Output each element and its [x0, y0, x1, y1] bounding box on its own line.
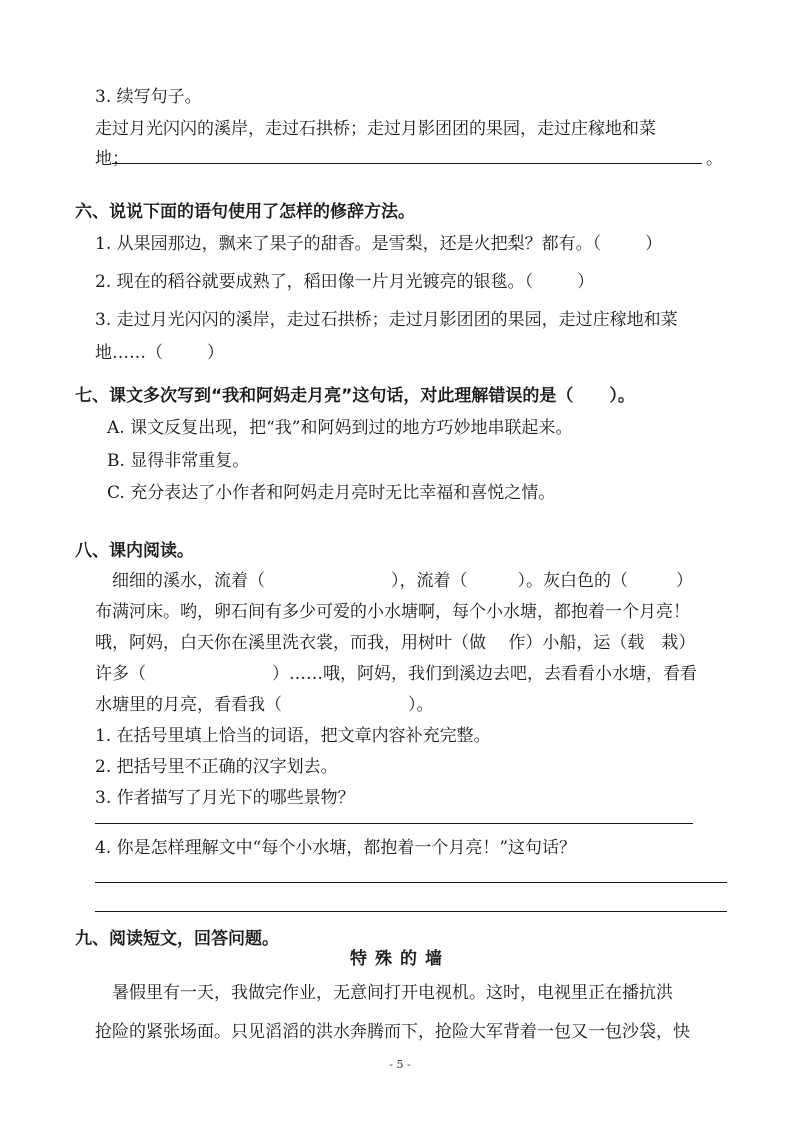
- sec6-question-3-line2: [95, 342, 224, 364]
- passage-text: ）: [676, 571, 693, 591]
- sec5-q3-label: 3. 续写句子。: [95, 87, 202, 107]
- answer-line[interactable]: [95, 911, 727, 912]
- passage-text: 水塘里的月亮，看看我（: [95, 695, 282, 715]
- close-paren: ）。: [609, 386, 635, 406]
- sec8-question-1: 1. 在括号里填上恰当的词语，把文章内容补充完整。: [95, 726, 491, 746]
- sec7-option-a: A. 课文反复出现，把“我”和阿妈到过的地方巧妙地串联起来。: [107, 418, 573, 438]
- story-line2: 抢险的紧张场面。只见滔滔的洪水奔腾而下，抢险大军背着一包又一包沙袋，快: [95, 1022, 690, 1042]
- sec5-q3-text-line2-start: 地；: [95, 149, 129, 169]
- passage-text: ）。灰白色的（: [517, 571, 628, 591]
- passage-text: 许多（: [95, 664, 146, 684]
- close-paren: ）: [207, 343, 224, 363]
- story-line1: 暑假里有一天，我做完作业，无意间打开电视机。这时，电视里正在播抗洪: [112, 983, 673, 1003]
- sec6-question-2: [95, 271, 594, 293]
- sec6-q3-line1: 3. 走过月光闪闪的溪岸，走过石拱桥；走过月影团团的果园，走过庄稼地和菜: [95, 310, 678, 330]
- sec8-passage-line3: 哦，阿妈，白天你在溪里洗衣裳，而我，用树叶（做 作）小船，运（载 栽）: [95, 633, 696, 653]
- sec8-passage-line5: [95, 694, 434, 716]
- passage-text: ），流着（: [391, 571, 468, 591]
- sec8-question-2: 2. 把括号里不正确的汉字划去。: [95, 757, 338, 777]
- sec8-heading: 八、课内阅读。: [75, 541, 194, 561]
- sec8-question-4: 4. 你是怎样理解文中“每个小水塘，都抱着一个月亮！”这句话？: [95, 838, 577, 858]
- story-title: 特殊的墙: [350, 949, 450, 969]
- page-number: - 5 -: [389, 1058, 411, 1071]
- close-paren: ）: [645, 234, 663, 254]
- answer-line[interactable]: [112, 163, 702, 164]
- sec6-heading: 六、说说下面的语句使用了怎样的修辞方法。: [75, 202, 415, 222]
- passage-text: ）……哦，阿妈，我们到溪边去吧，去看看小水塘，看看: [272, 664, 697, 684]
- passage-text: ）。: [408, 695, 434, 715]
- sec6-question-1: [95, 233, 662, 255]
- sec6-q2-text: 2. 现在的稻谷就要成熟了，稻田像一片月光镀亮的银毯。（: [95, 272, 534, 292]
- sec8-passage-line4: [95, 663, 697, 685]
- answer-line[interactable]: [95, 882, 727, 883]
- sec8-passage-line1: [112, 570, 693, 592]
- sec9-heading: 九、阅读短文，回答问题。: [75, 929, 279, 949]
- close-paren: ）: [577, 272, 595, 292]
- sec5-q3-text-line1: 走过月光闪闪的溪岸，走过石拱桥；走过月影团团的果园，走过庄稼地和菜: [95, 119, 656, 139]
- sec5-q3-text-line2-end: 。: [706, 149, 723, 169]
- answer-line[interactable]: [95, 823, 693, 824]
- passage-text: 细细的溪水，流着（: [112, 571, 265, 591]
- sec7-option-b: B. 显得非常重复。: [107, 451, 250, 471]
- sec6-q3-line2-text: 地……（: [95, 343, 163, 363]
- sec6-q1-text: 1. 从果园那边，飘来了果子的甜香。是雪梨，还是火把梨？都有。（: [95, 234, 602, 254]
- sec8-question-3: 3. 作者描写了月光下的哪些景物？: [95, 788, 355, 808]
- sec7-heading-text: 七、课文多次写到“我和阿妈走月亮”这句话，对此理解错误的是（: [75, 386, 574, 406]
- sec7-option-c: C. 充分表达了小作者和阿妈走月亮时无比幸福和喜悦之情。: [107, 483, 556, 503]
- sec8-passage-line2: 布满河床。哟，卵石间有多少可爱的小水塘啊，每个小水塘，都抱着一个月亮！: [95, 602, 690, 622]
- sec7-heading: [75, 385, 635, 407]
